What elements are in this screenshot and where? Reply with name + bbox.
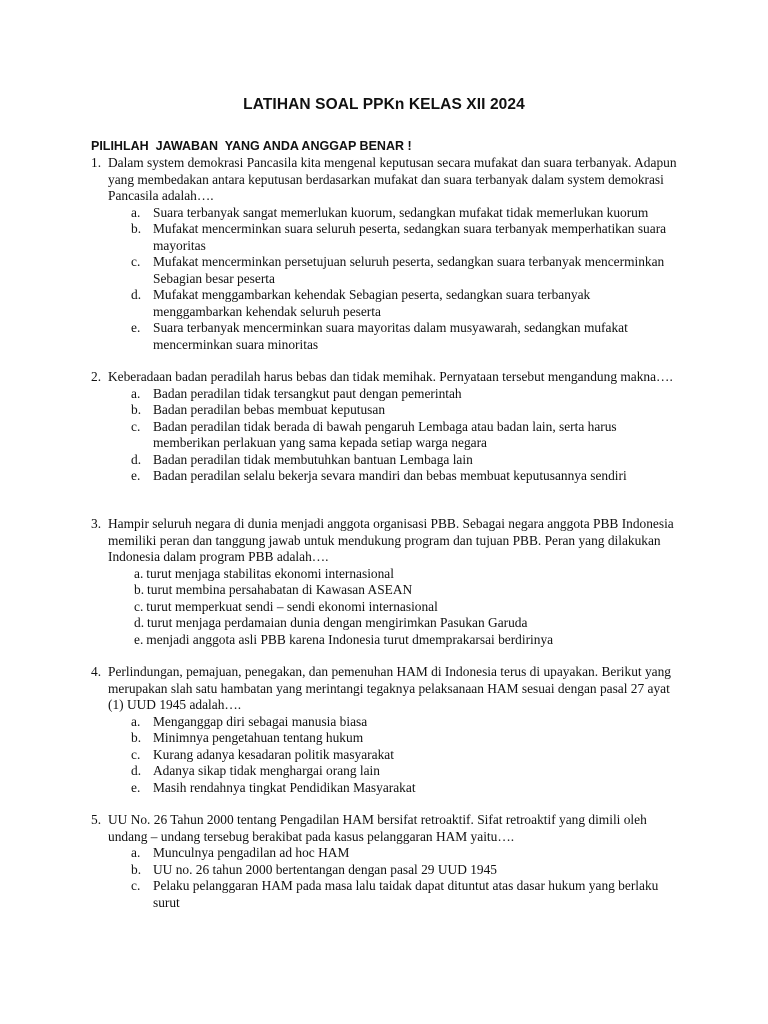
- option-letter: d.: [131, 287, 142, 302]
- option-letter: c.: [131, 254, 141, 269]
- option-a[interactable]: [91, 566, 654, 583]
- option-text: Munculnya pengadilan ad hoc HAM: [153, 845, 350, 860]
- question-text: Perlindungan, pemajuan, penegakan, dan pemenuhan HAM di Indonesia terus di upayakan. Berikut yang merupakan slah satu hambatan yang merintangi tegaknya pelaksanaan HAM sesuai dengan pasal 27 ayat (1) UUD 1945 adalah….: [108, 664, 671, 712]
- option-letter: c.: [131, 746, 141, 762]
- option-letter: d.: [134, 615, 145, 630]
- question-1: [91, 155, 683, 353]
- option-text: Mufakat mencerminkan persetujuan seluruh peserta, sedangkan suara terbanyak mencerminkan Sebagian besar peserta: [153, 254, 665, 286]
- question-text: Keberadaan badan peradilah harus bebas dan tidak memihak. Pernyataan tersebut mengandung makna….: [108, 369, 673, 384]
- option-text: Badan peradilan selalu bekerja sevara mandiri dan bebas membuat keputusannya sendiri: [153, 468, 627, 483]
- option-letter: c.: [134, 598, 144, 614]
- option-c[interactable]: [91, 599, 654, 616]
- question-text: Hampir seluruh negara di dunia menjadi anggota organisasi PBB. Sebagai negara anggota PBB Indonesia memiliki peran dan tanggung jawab untuk mendukung program dan tujuan PBB. Peran yang dilakukan Indonesia dalam program PBB adalah….: [108, 516, 674, 564]
- instruction-heading: PILIHLAH JAWABAN YANG ANDA ANGGAP BENAR !: [91, 139, 412, 153]
- question-4: [91, 664, 683, 796]
- option-text: Badan peradilan tidak berada di bawah pengaruh Lembaga atau badan lain, serta harus memberikan perlakuan yang sama kepada setiap warga negara: [153, 418, 617, 450]
- option-c[interactable]: [91, 254, 673, 287]
- option-e[interactable]: [91, 780, 673, 797]
- option-a[interactable]: [91, 714, 673, 731]
- option-text: Minimnya pengetahuan tentang hukum: [153, 730, 364, 745]
- question-5: [91, 812, 683, 911]
- answer-options: [91, 714, 683, 797]
- answer-options: [91, 845, 683, 911]
- option-text: turut menjaga stabilitas ekonomi internasional: [146, 565, 394, 581]
- option-text: Kurang adanya kesadaran politik masyarakat: [153, 746, 394, 762]
- option-d[interactable]: [91, 287, 673, 320]
- question-number: 3.: [91, 516, 102, 531]
- option-text: turut menjaga perdamaian dunia dengan mengirimkan Pasukan Garuda: [147, 615, 528, 630]
- option-letter: e.: [134, 631, 144, 647]
- option-text: menjadi anggota asli PBB karena Indonesia turut dmemprakarsai berdirinya: [146, 631, 554, 647]
- option-letter: a.: [131, 713, 141, 729]
- answer-options: [91, 205, 683, 354]
- option-b[interactable]: [91, 221, 673, 254]
- option-c[interactable]: [91, 878, 673, 911]
- option-letter: a.: [134, 565, 144, 581]
- option-d[interactable]: [91, 615, 654, 632]
- option-d[interactable]: [91, 452, 673, 469]
- option-e[interactable]: [91, 468, 673, 485]
- option-text: Masih rendahnya tingkat Pendidikan Masyarakat: [153, 779, 416, 795]
- question-number: 4.: [91, 664, 102, 679]
- option-text: Mufakat menggambarkan kehendak Sebagian peserta, sedangkan suara terbanyak menggambarkan kehendak seluruh peserta: [153, 287, 591, 319]
- option-text: Mufakat mencerminkan suara seluruh peserta, sedangkan suara terbanyak memperhatikan suara mayoritas: [153, 221, 667, 253]
- option-letter: e.: [131, 320, 141, 335]
- option-text: Suara terbanyak sangat memerlukan kuorum, sedangkan mufakat tidak memerlukan kuorum: [153, 204, 649, 220]
- option-letter: a.: [131, 204, 141, 220]
- option-letter: b.: [131, 861, 142, 877]
- option-letter: c.: [131, 418, 141, 434]
- option-a[interactable]: [91, 205, 673, 222]
- option-letter: b.: [131, 730, 142, 745]
- option-b[interactable]: [91, 402, 673, 419]
- option-c[interactable]: [91, 419, 673, 452]
- option-letter: d.: [131, 451, 142, 467]
- page-title: LATIHAN SOAL PPKn KELAS XII 2024: [243, 96, 525, 113]
- option-text: Suara terbanyak mencerminkan suara mayoritas dalam musyawarah, sedangkan mufakat mencerminkan suara minoritas: [153, 320, 628, 352]
- option-b[interactable]: [91, 582, 654, 599]
- question-text: UU No. 26 Tahun 2000 tentang Pengadilan HAM bersifat retroaktif. Sifat retroaktif yang dimili oleh undang – undang tersebug berakibat pada kasus pelanggaran HAM yaitu….: [108, 812, 647, 844]
- question-number: 2.: [91, 369, 102, 384]
- option-text: Badan peradilan bebas membuat keputusan: [153, 402, 386, 417]
- option-letter: d.: [131, 763, 142, 778]
- answer-options: [91, 386, 683, 485]
- option-b[interactable]: [91, 730, 673, 747]
- question-number: 1.: [91, 155, 102, 170]
- option-text: Badan peradilan tidak tersangkut paut dengan pemerintah: [153, 385, 462, 401]
- option-text: turut membina persahabatan di Kawasan ASEAN: [147, 582, 413, 597]
- answer-options: [91, 566, 683, 649]
- option-letter: c.: [131, 878, 141, 893]
- option-letter: b.: [131, 221, 142, 236]
- question-3: [91, 516, 683, 648]
- option-letter: b.: [134, 582, 145, 597]
- option-text: Menganggap diri sebagai manusia biasa: [153, 713, 368, 729]
- question-2: [91, 369, 683, 485]
- question-text: Dalam system demokrasi Pancasila kita mengenal keputusan secara mufakat dan suara terbanyak. Adapun yang membedakan antara keputusan berdasarkan mufakat dan suara terbanyak dalam system demokrasi Pancasila adalah….: [108, 155, 677, 203]
- option-a[interactable]: [91, 386, 673, 403]
- option-text: Badan peradilan tidak membutuhkan bantuan Lembaga lain: [153, 451, 473, 467]
- option-letter: e.: [131, 779, 141, 795]
- option-letter: b.: [131, 402, 142, 417]
- option-a[interactable]: [91, 845, 673, 862]
- option-e[interactable]: [91, 320, 673, 353]
- option-text: turut memperkuat sendi – sendi ekonomi internasional: [146, 598, 438, 614]
- option-letter: e.: [131, 468, 141, 483]
- option-letter: a.: [131, 385, 141, 401]
- option-e[interactable]: [91, 632, 654, 649]
- option-text: Adanya sikap tidak menghargai orang lain: [153, 763, 380, 778]
- option-text: Pelaku pelanggaran HAM pada masa lalu taidak dapat dituntut atas dasar hukum yang berlaku surut: [153, 878, 659, 910]
- option-b[interactable]: [91, 862, 673, 879]
- option-c[interactable]: [91, 747, 673, 764]
- question-number: 5.: [91, 812, 102, 827]
- option-d[interactable]: [91, 763, 673, 780]
- option-text: UU no. 26 tahun 2000 bertentangan dengan pasal 29 UUD 1945: [153, 861, 497, 877]
- option-letter: a.: [131, 845, 141, 860]
